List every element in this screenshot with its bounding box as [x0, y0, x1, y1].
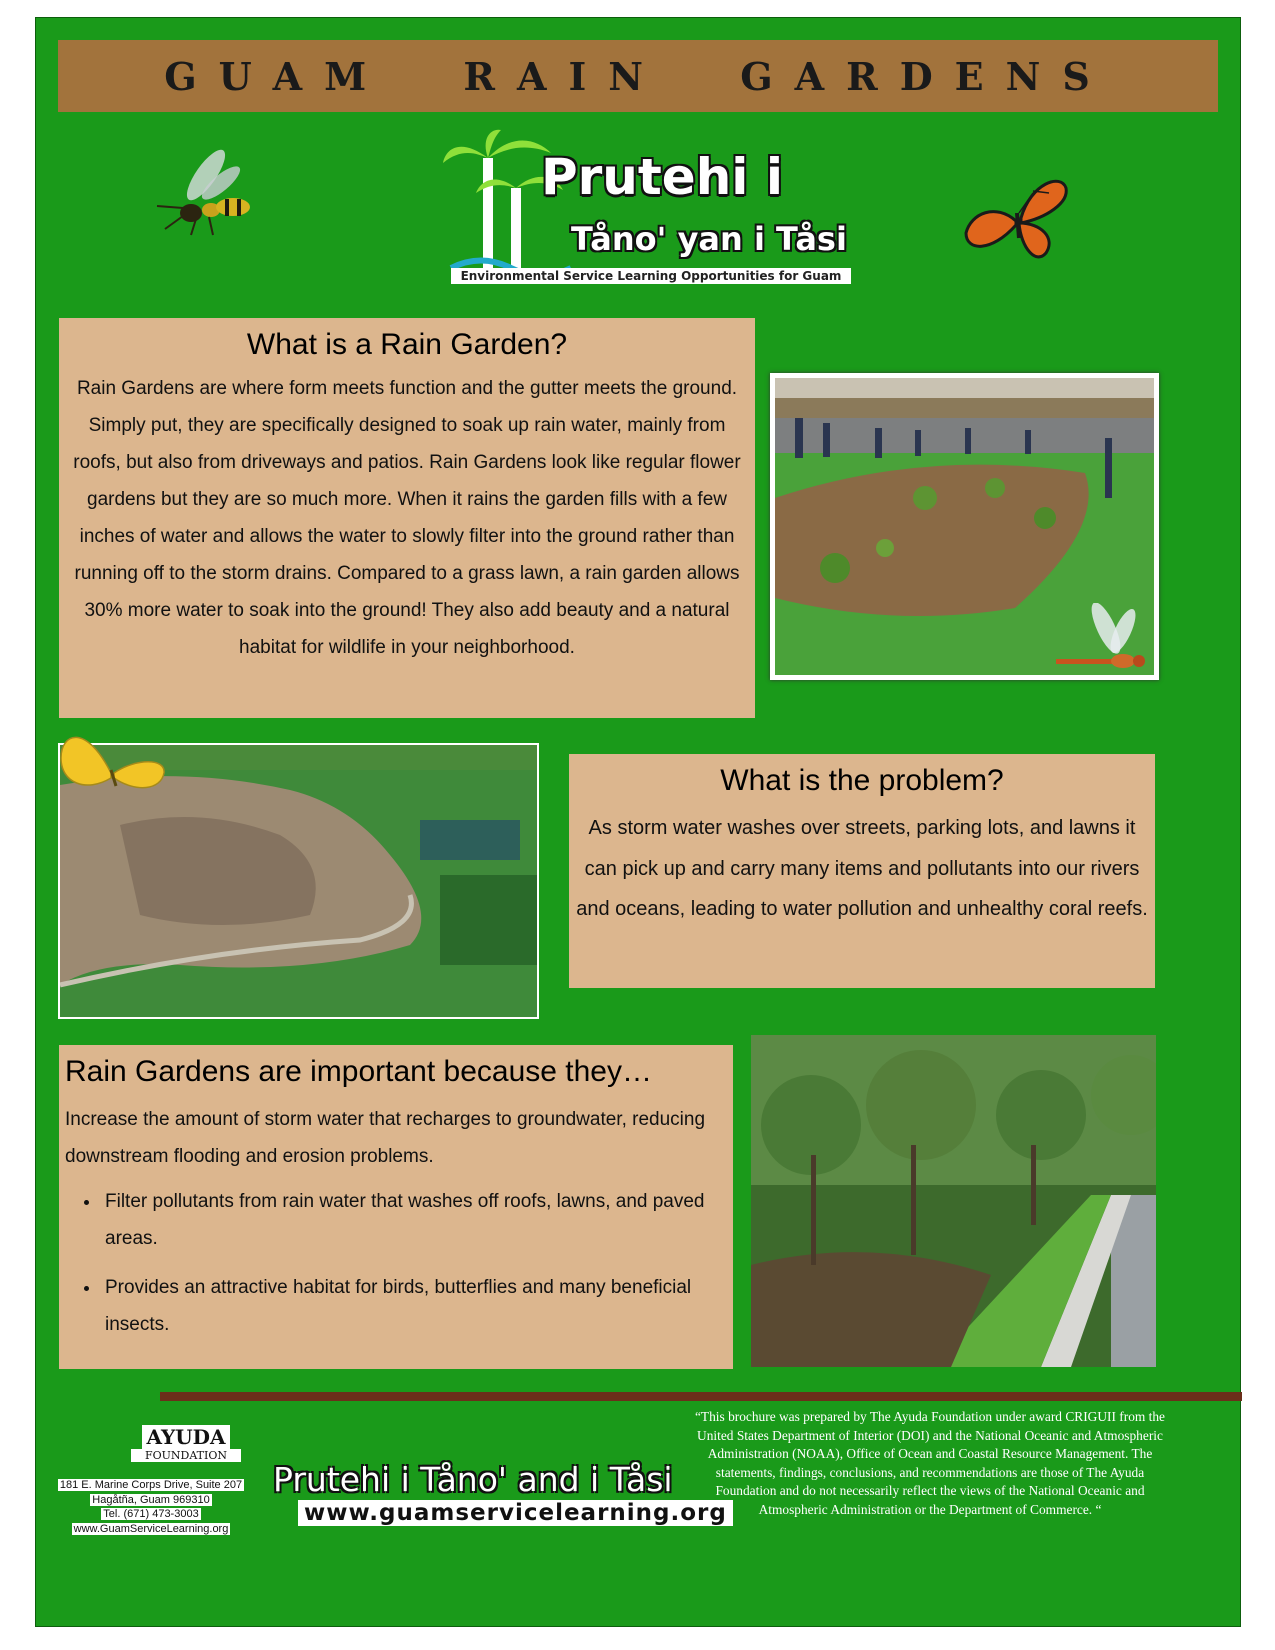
- logo-line-1: Prutehi i: [541, 148, 783, 206]
- org-address: [46, 1478, 256, 1536]
- brochure-page: [35, 17, 1241, 1627]
- problem-panel: [569, 754, 1155, 988]
- wasp-icon: [151, 143, 261, 238]
- rain-garden-body: Rain Gardens are where form meets function and the gutter meets the ground. Simply put, they are specifically designed to soak up rain water, mainly from roofs, but also from driveways and patios. Rain Gardens look like regular flower gardens but they are so much more. When it rains the garden fills with a few inches of water and allows the water to slowly filter into the ground rather than running off to the storm drains. Compared to a grass lawn, a rain garden allows 30% more water to soak into the ground! They also add beauty and a natural habitat for wildlife in your neighborhood.: [73, 378, 741, 658]
- footer-url[interactable]: www.guamservicelearning.org: [298, 1500, 733, 1526]
- org-name: AYUDA: [142, 1425, 229, 1449]
- address-line: Hagåtña, Guam 969310: [92, 1493, 210, 1506]
- funding-disclaimer: “This brochure was prepared by The Ayuda Foundation under award CRIGUII from the United States Department of Interior (DOI) and the National Oceanic and Atmospheric Administration (NOAA), Office of Ocean and Coastal Resource Management. The statements, findings, conclusions, and recommendations are those of The Ayuda Foundation and do not necessarily reflect the views of the National Oceanic and Atmospheric Administration or the Department of Commerce. “: [694, 1409, 1166, 1517]
- streetside-garden-photo: [751, 1035, 1156, 1367]
- logo-tagline: Environmental Service Learning Opportunities for Guam: [451, 268, 851, 284]
- list-item: • Filter pollutants from rain water that washes off roofs, lawns, and paved areas.: [101, 1183, 733, 1257]
- importance-intro: Increase the amount of storm water that recharges to groundwater, reducing downstream flooding and erosion problems.: [65, 1109, 706, 1167]
- org-sub: FOUNDATION: [131, 1449, 241, 1462]
- page-title: GUAM RAIN GARDENS: [164, 53, 1112, 99]
- problem-heading: What is the problem?: [720, 764, 1004, 797]
- yellow-butterfly-icon: [56, 718, 171, 808]
- list-item: • Provides an attractive habitat for birds, butterflies and many beneficial insects.: [101, 1269, 733, 1343]
- problem-body: As storm water washes over streets, parking lots, and lawns it can pick up and carry many items and pollutants into our rivers and oceans, leading to water pollution and unhealthy coral reefs.: [576, 817, 1148, 920]
- address-line: 181 E. Marine Corps Drive, Suite 207: [59, 1479, 243, 1491]
- address-line: Tel. (671) 473-3003: [103, 1508, 199, 1520]
- importance-panel: [59, 1045, 733, 1369]
- importance-heading: Rain Gardens are important because they…: [65, 1055, 652, 1088]
- address-line: www.GuamServiceLearning.org: [73, 1522, 229, 1535]
- logo-line-2: Tåno' yan i Tåsi: [571, 220, 847, 258]
- ayuda-foundation-logo: [96, 1425, 276, 1462]
- footer-divider: [160, 1392, 1242, 1401]
- rain-garden-panel: [59, 318, 755, 718]
- title-banner: [58, 40, 1218, 112]
- program-logo: [441, 128, 861, 298]
- rain-garden-heading: What is a Rain Garden?: [246, 328, 568, 361]
- importance-list: [65, 1183, 733, 1343]
- monarch-butterfly-icon: [961, 173, 1071, 268]
- dragonfly-icon: [1051, 603, 1151, 693]
- footer-brand: Prutehi i Tåno' and i Tåsi: [273, 1460, 673, 1499]
